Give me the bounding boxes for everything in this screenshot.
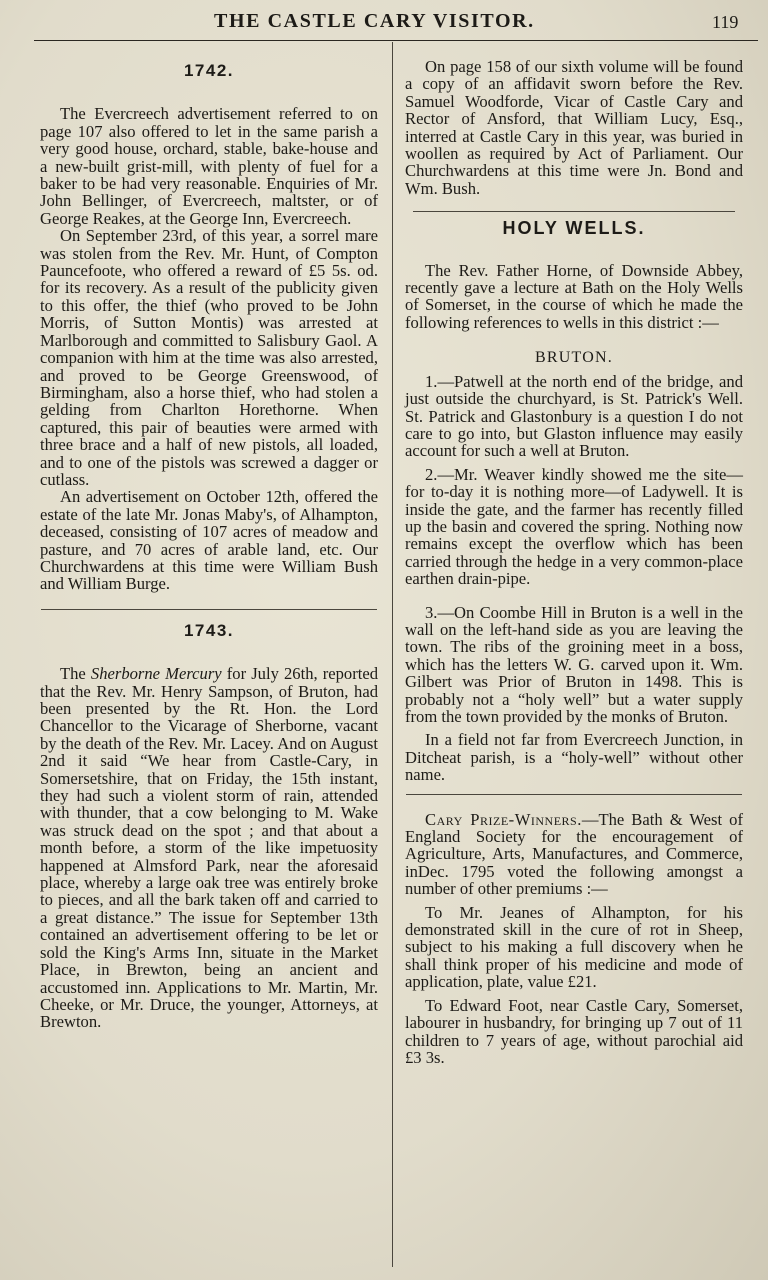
- column-divider: [392, 42, 393, 1267]
- left-column: [40, 58, 378, 1031]
- paragraph: An advertisement on October 12th, offered the estate of the late Mr. Jonas Maby's, of Alhampton, deceased, consisting of 107 acres of meadow and pasture, and 70 acres of arable land, etc. Our Churchwardens at this time were William Bush and William Burge.: [40, 487, 378, 594]
- list-item: To Mr. Jeanes of Alhampton, for his demonstrated skill in the cure of rot in Sheep, subject to his making a full discovery when he shall think proper of his medicine and mode of application, plate, value £21.: [405, 902, 743, 992]
- section-heading-1742: 1742.: [183, 61, 235, 80]
- text: for July 26th, reported that the Rev. Mr. Henry Sampson, of Bruton, had been presented by the Rt. Hon. the Lord Chancellor to the Vicarage of Sherborne, vacant by the death of the Rev. Mr. Lacey. And on August 2nd it said “We hear from Castle-Cary, in Somersetshire, that on Friday, the 15th instant, they had such a violent storm of rain, attended with thunder, that a cow belonging to M. Wake was struck dead on the spot ; and that about a month before, a storm of the like impetuosity happened at Almsford Park, near the aforesaid place, whereby a large oak tree was entirely broke to pieces, and all the bark taken off and carried to a great distance.” The issue for September 13th contained an advertisement offering to be let or sold the King's Arms Inn, situate in the Market Place, in Brewton, being an ancient and accustomed inn. Applications to Mr. Martin, Mr. Cheeke, or Mr. Druce, the younger, Attorneys, at Brewton.: [40, 664, 379, 1032]
- right-column: [405, 58, 743, 1066]
- text: —The Bath & West of England Society for the encouragement of Agriculture, Arts, Manufactures, and Commerce, inDec. 1795 voted the following amongst a number of other premiums :—: [405, 809, 743, 899]
- section-divider: [413, 211, 735, 212]
- text: The: [60, 664, 86, 684]
- page-number: 119: [712, 12, 739, 32]
- publication-title: Sherborne Mercury: [90, 664, 222, 684]
- header-rule: [34, 40, 758, 41]
- paragraph: [405, 811, 743, 898]
- page-header: [0, 8, 768, 38]
- paragraph: The Evercreech advertisement referred to on page 107 also offered to let in the same parish a very good house, orchard, stable, bake-house and a new-built grist-mill, with plenty of fuel for a baker to be had very reasonable. Enquiries of Mr. John Bellinger, of Evercreech, maltster, or of George Reakes, at the George Inn, Evercreech.: [40, 104, 378, 228]
- section-heading-holy-wells: HOLY WELLS.: [502, 218, 646, 239]
- section-divider: [41, 609, 377, 610]
- paragraph: In a field not far from Evercreech Junction, in Ditcheat parish, is a “holy-well” without other name.: [405, 730, 743, 785]
- list-item: To Edward Foot, near Castle Cary, Somerset, labourer in husbandry, for bringing up 7 out of 11 children to 7 years of age, without parochial aid £3 3s.: [405, 995, 743, 1067]
- paragraph: [40, 665, 378, 1031]
- run-in-heading: Cary Prize-Winners.: [425, 809, 582, 829]
- paragraph: On September 23rd, of this year, a sorrel mare was stolen from the Rev. Mr. Hunt, of Compton Pauncefoote, who offered a reward of £5 5s. od. for its recovery. As a result of the publicity given to this offer, the thief (who proved to be John Morris, of Sutton Montis) was arrested at Marlborough and committed to Salisbury Gaol. A companion with him at the time was also arrested, and proved to be George Greenswood, of Birmingham, also a horse thief, who had stolen a gelding from Charlton Horethorne. When captured, this pair of beauties were armed with three brace and a half of new pistols, all loaded, and to one of the pistols was screwed a dagger or cutlass.: [40, 226, 378, 489]
- paragraph: On page 158 of our sixth volume will be found a copy of an affidavit sworn before the Rev. Samuel Woodforde, Vicar of Castle Cary and Rector of Ansford, that William Lucy, Esq., interred at Castle Cary in this year, was buried in woollen as required by Act of Parliament. Our Churchwardens at this time were Jn. Bond and Wm. Bush.: [405, 57, 743, 198]
- section-heading-1743: 1743.: [183, 620, 235, 640]
- subheading-bruton: BRUTON.: [535, 349, 613, 367]
- list-item: 1.—Patwell at the north end of the bridge, and just outside the churchyard, is St. Patrick's Well. St. Patrick and Glastonbury is a question I do not care to go into, but Glaston influence may easily account for such a well at Bruton.: [405, 371, 743, 461]
- running-title: THE CASTLE CARY VISITOR.: [214, 10, 535, 32]
- paragraph: The Rev. Father Horne, of Downside Abbey, recently gave a lecture at Bath on the Holy Wells of Somerset, in the course of which he made the following references to wells in this district :—: [405, 260, 743, 332]
- list-item: 3.—On Coombe Hill in Bruton is a well in the wall on the left-hand side as you are leaving the town. The ribs of the groining meet in a boss, which has the letters W. G. carved upon it. Wm. Gilbert was Prior of Bruton in 1498. This is probably not a “holy well” but a water supply from the town provided by the monks of Bruton.: [405, 602, 743, 726]
- list-item: 2.—Mr. Weaver kindly showed me the site—for to-day it is nothing more—of Ladywell. It is inside the gate, and the farmer has recently filled up the basin and covered the spring. Nothing now remains except the overflow which has been carried through the hedge in a very common-place earthen drain-pipe.: [405, 464, 743, 589]
